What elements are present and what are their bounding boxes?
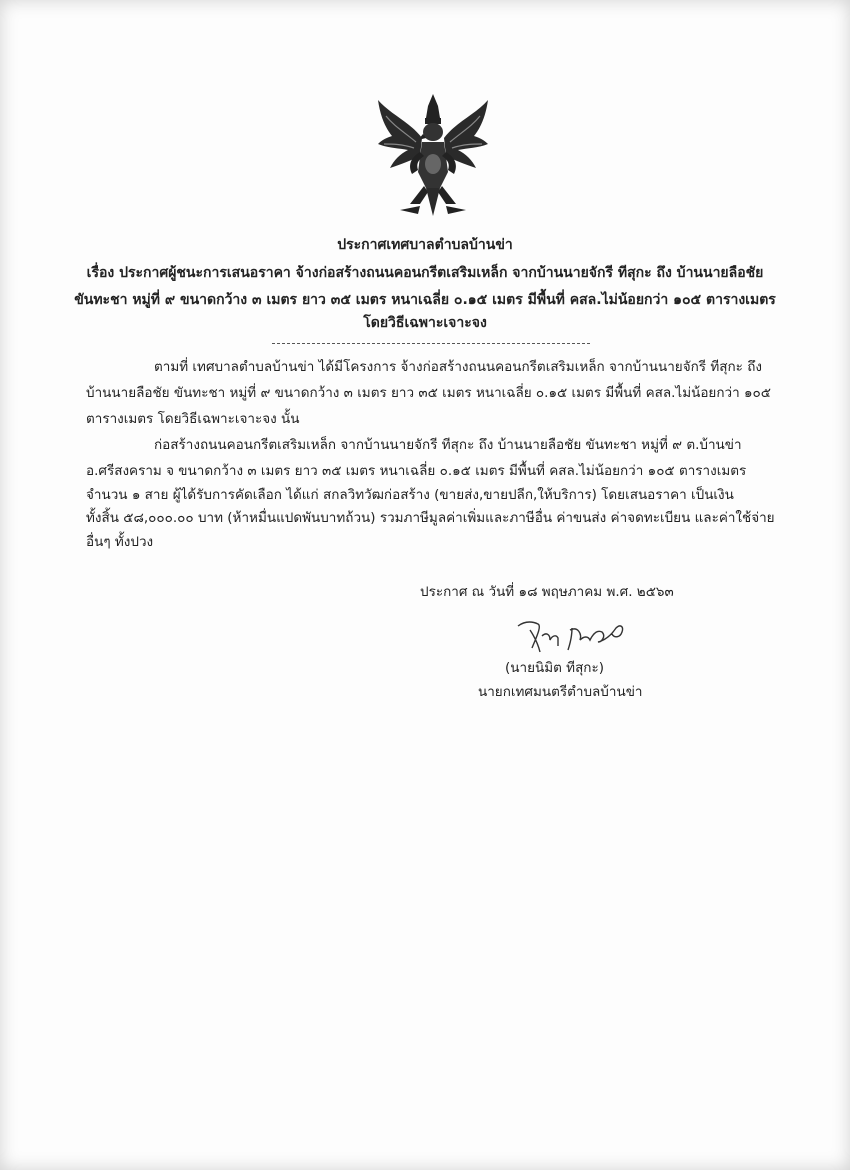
para2-line1: ก่อสร้างถนนคอนกรีตเสริมเหล็ก จากบ้านนายจักรี ทีสุกะ ถึง บ้านนายลือชัย ขันทะชา หมู่ที่ ๙ ต.บ้านข่า xyxy=(154,437,742,453)
para2-line3: จำนวน ๑ สาย ผู้ได้รับการคัดเลือก ได้แก่ สกลวิทวัฒก่อสร้าง (ขายส่ง,ขายปลีก,ให้บริการ) โดยเสนอราคา เป็นเงิน xyxy=(86,487,734,503)
subject-line-1: เรื่อง ประกาศผู้ชนะการเสนอราคา จ้างก่อสร้างถนนคอนกรีตเสริมเหล็ก จากบ้านนายจักรี ทีสุกะ ถึง บ้านนายลือชัย xyxy=(86,265,764,281)
signature-image xyxy=(512,612,632,658)
org-heading: ประกาศเทศบาลตำบลบ้านข่า xyxy=(337,237,513,253)
dashed-divider xyxy=(272,343,590,344)
para2-line4: ทั้งสิ้น ๕๘,๐๐๐.๐๐ บาท (ห้าหมื่นแปดพันบาทถ้วน) รวมภาษีมูลค่าเพิ่มและภาษีอื่น ค่าขนส่ง ค่าจดทะเบียน และค่าใช้จ่าย xyxy=(86,510,775,526)
signer-name: (นายนิมิต ทีสุกะ) xyxy=(505,660,605,676)
para1-line3: ตารางเมตร โดยวิธีเฉพาะเจาะจง นั้น xyxy=(86,411,300,427)
signer-title: นายกเทศมนตรีตำบลบ้านข่า xyxy=(478,684,643,700)
para2-line2: อ.ศรีสงคราม จ ขนาดกว้าง ๓ เมตร ยาว ๓๕ เมตร หนาเฉลี่ย ๐.๑๕ เมตร มีพื้นที่ คสล.ไม่น้อยกว่า ๑๐๕ ตารางเมตร xyxy=(86,463,747,479)
para2-line5: อื่นๆ ทั้งปวง xyxy=(86,534,154,550)
para1-line1: ตามที่ เทศบาลตำบลบ้านข่า ได้มีโครงการ จ้างก่อสร้างถนนคอนกรีตเสริมเหล็ก จากบ้านนายจักรี ทีสุกะ ถึง xyxy=(154,359,762,375)
subject-line-3: โดยวิธีเฉพาะเจาะจง xyxy=(363,315,487,331)
announce-date: ประกาศ ณ วันที่ ๑๘ พฤษภาคม พ.ศ. ๒๕๖๓ xyxy=(420,584,674,600)
subject-line-2: ขันทะชา หมู่ที่ ๙ ขนาดกว้าง ๓ เมตร ยาว ๓๕ เมตร หนาเฉลี่ย ๐.๑๕ เมตร มีพื้นที่ คสล.ไม่น้อยกว่า ๑๐๕ ตารางเมตร xyxy=(74,292,776,308)
garuda-emblem-icon xyxy=(370,92,496,220)
para1-line2: บ้านนายลือชัย ขันทะชา หมู่ที่ ๙ ขนาดกว้าง ๓ เมตร ยาว ๓๕ เมตร หนาเฉลี่ย ๐.๑๕ เมตร มีพื้นที่ คสล.ไม่น้อยกว่า ๑๐๕ xyxy=(86,385,771,401)
